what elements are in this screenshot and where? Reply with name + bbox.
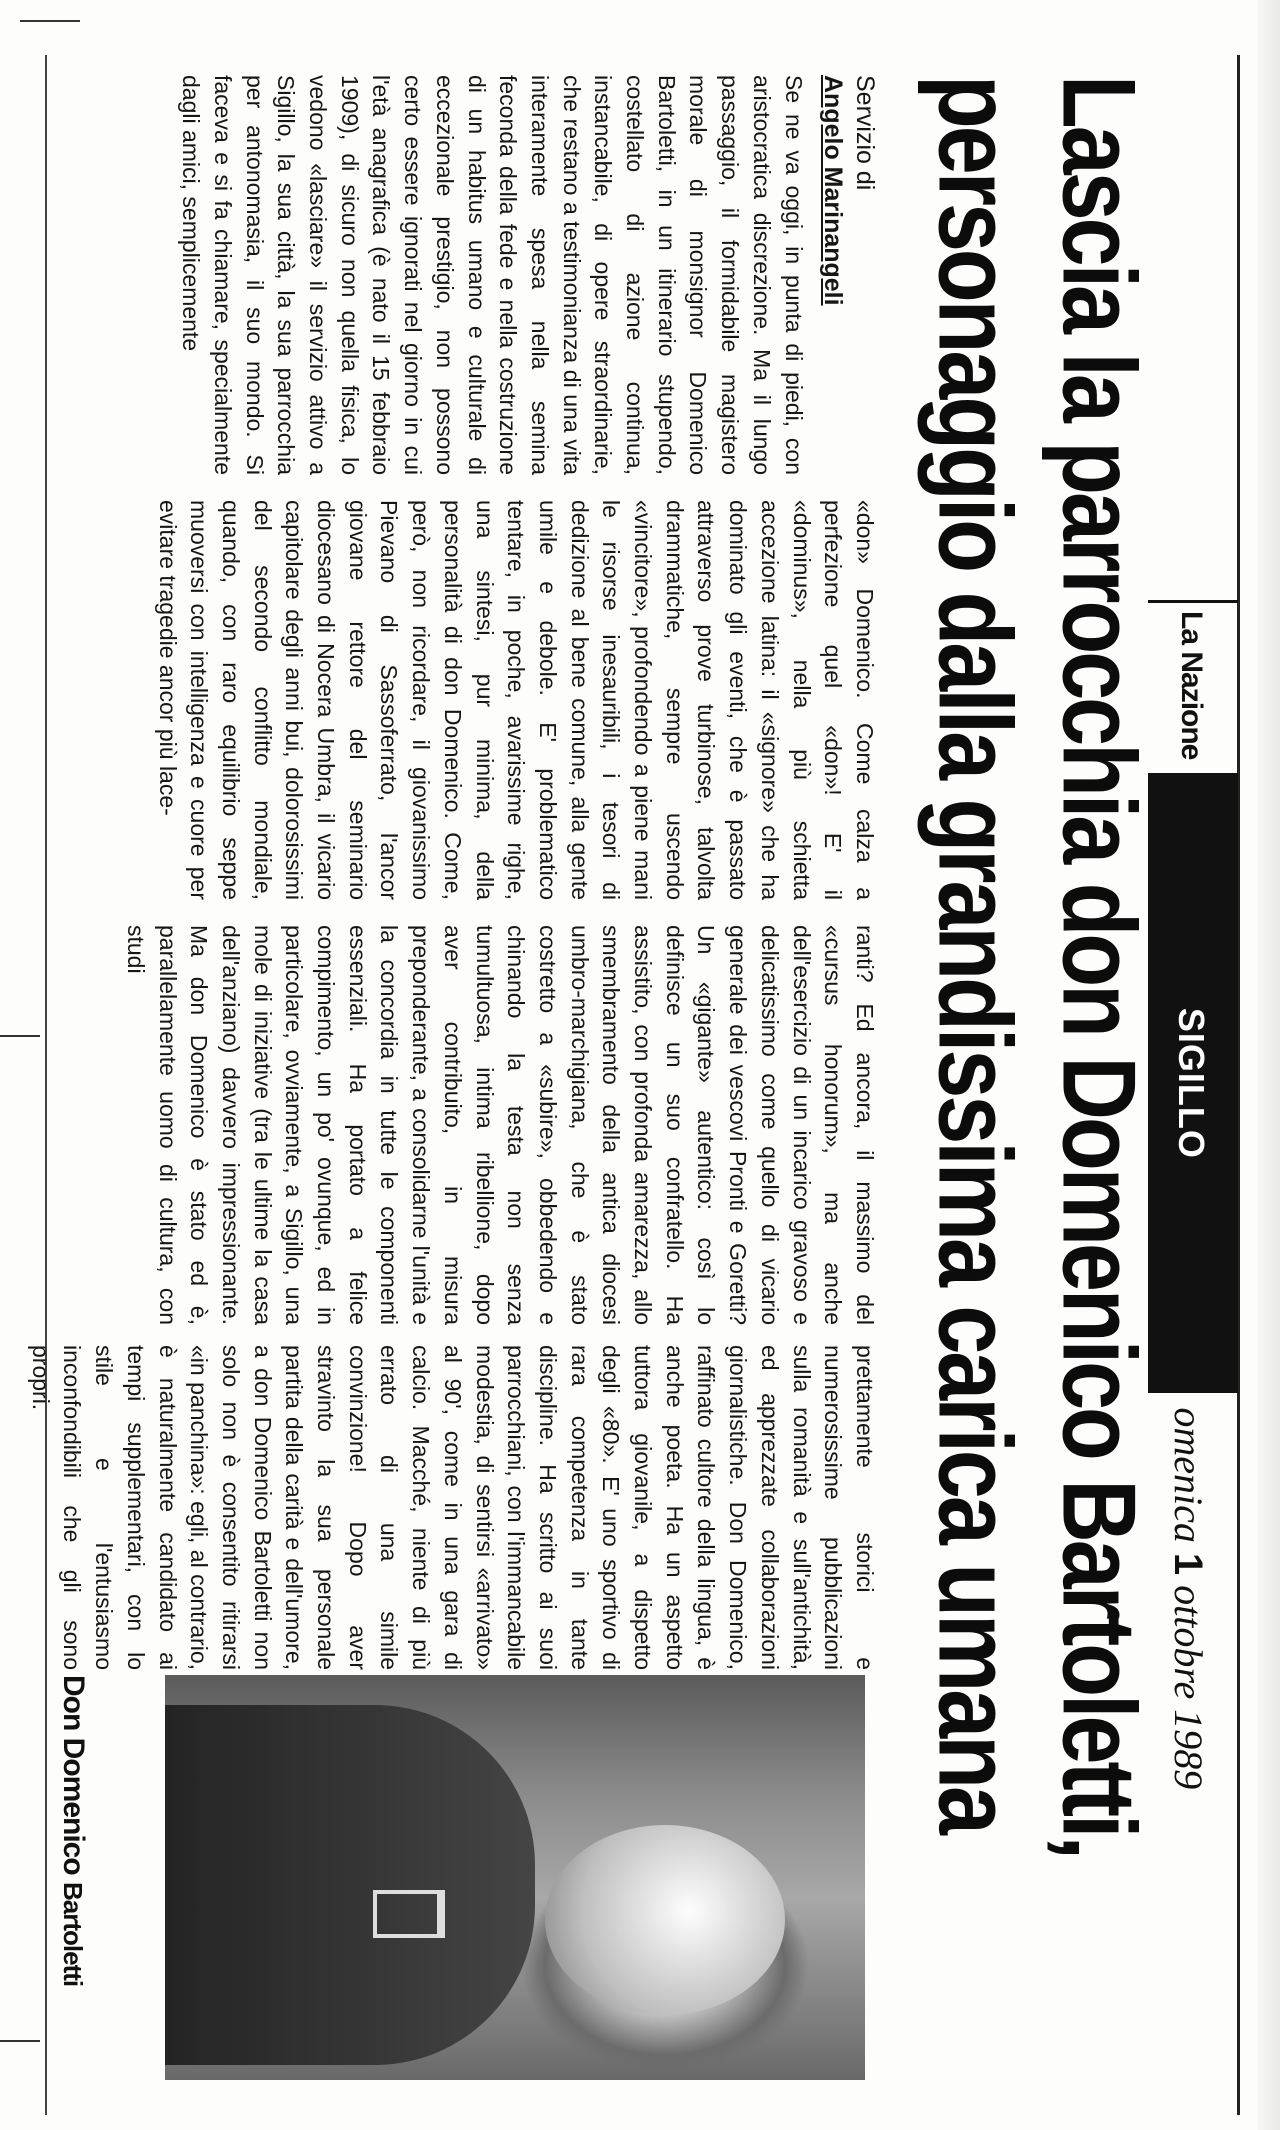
photo-pectoral-cross [373, 1890, 445, 1938]
portrait-photo [165, 1675, 865, 2080]
caption-part-1: Do [57, 1675, 90, 1713]
article-column-1 [175, 75, 880, 475]
date-prefix: omenica [1166, 1407, 1211, 1553]
section-banner: SIGILLO [1148, 773, 1238, 1393]
caption-part-2: n Domenico [57, 1713, 90, 1875]
scan-edge [1258, 0, 1280, 2130]
date-suffix: ottobre 1989 [1166, 1575, 1211, 1790]
date-day: 1 [1166, 1552, 1210, 1576]
column-text: prettamente storici e numerosissime pubblicazioni sulla romanità e sull'antichità, ed apprezzate collaborazioni giornalistiche. Don Domenico, raffinato cultore della lingua, è anche poeta. Ha un aspetto tuttora giovanile, a dispetto degli «80». E' uno sportivo di rara competenza in tante discipline. Ha scritto ai suoi parrocchiani, con l'immancabile modestia, di sentirsi «arrivato» al 90', come in una gara di calcio. Macché, niente di più errato di una simile convinzione! Dopo aver stravinto la sua personale partita della carità e dell'umore, a don Domenico Bartoletti non solo non è consentito ritirarsi «in panchina»: egli, al contrario, è naturalmente candidato ai tempi supplementari, con lo stile e l'entusiasmo inconfondibili che gli sono propri. [27, 1345, 878, 1670]
byline-author: Angelo Marinangeli [819, 75, 848, 306]
byline-prefix: Servizio di [851, 75, 879, 191]
crop-mark [0, 1035, 40, 1037]
column-text: «don» Domenico. Come calza a perfezione quel «don»! E' il «dominus», nella più schietta accezione latina: il «signore» che ha dominato gli eventi, che è passato attraverso prove turbinose, talvolta drammatiche, sempre uscendo «vincitore», profondendo a piene mani le risorse inesauribili, i tesori di dedizione al bene comune, alla gente umile e debole. E' problematico tentare, in poche, avarissime righe, una sintesi, pur minima, della personalità di don Domenico. Come, però, non ricordare, il giovanissimo Pievano di Sassoferrato, l'ancor giovane rettore del seminario diocesano di Nocera Umbra, il vicario capitolare degli anni bui, dolorosissimi del secondo conflitto mondiale, quando, con raro equilibrio seppe muoversi con intelligenza e cuore per evitare tragedie ancor più lace- [154, 500, 878, 900]
article-column-2 [151, 500, 880, 900]
crop-mark [0, 2040, 40, 2042]
article-column-4 [24, 1345, 880, 1670]
headline-line-1: Lascia la parrocchia don Domenico Bartoletti, [1041, 75, 1158, 1857]
photo-face [545, 1825, 785, 2015]
headline-line-2: personaggio dalla grandissima carica umana [917, 75, 1034, 1832]
headline [917, 75, 1198, 2075]
crop-mark [20, 20, 80, 22]
photo-caption [56, 1675, 90, 1986]
newspaper-name: La Nazione [1148, 600, 1238, 773]
column-text: ranti? Ed ancora, il massimo del «cursus honorum», ma anche dell'esercizio di un incarico gravoso e delicatissimo come quello di vicario generale dei vescovi Pronti e Goretti? Un «gigante» autentico: così lo definisce un suo confratello. Ha assistito, con profonda amarezza, allo smembramento della antica diocesi umbro-marchigiana, che è stato costretto a «subire», obbedendo e chinando la testa non senza tumultuosa, intima ribellione, dopo aver contribuito, in misura preponderante, a consolidarne l'unità e la concordia in tutte le componenti essenziali. Ha portato a felice compimento, un po' ovunque, ed in particolare, ovviamente, a Sigillo, una mole di iniziative (tra le ultime la casa dell'anziano) davvero impressionante. Ma don Domenico è stato ed è, parallelamente uomo di cultura, con studi [122, 925, 878, 1325]
article-column-3 [119, 925, 880, 1325]
caption-part-3: Bartoletti [58, 1882, 88, 1987]
photo-robe [165, 1705, 535, 2065]
column-text: Se ne va oggi, in punta di piedi, con aristocratica discrezione. Ma il lungo passaggio, il formidabile magistero morale di monsignor Domenico Bartoletti, in un itinerario stupendo, costellato di azione continua, instancabile, di opere straordinarie, che restano a testimonianza di una vita interamente spesa nella semina feconda della fede e nella costruzione di un habitus umano e culturale di eccezionale prestigio, non possono certo essere ignorati nel giorno in cui l'età anagrafica (è nato il 15 febbraio 1909), di sicuro non quella fisica, lo vedono «lasciare» il servizio attivo a Sigillo, la sua città, la sua parrocchia per antonomasia, il suo mondo. Si faceva e si fa chiamare, specialmente dagli amici, semplicemente [178, 75, 807, 475]
